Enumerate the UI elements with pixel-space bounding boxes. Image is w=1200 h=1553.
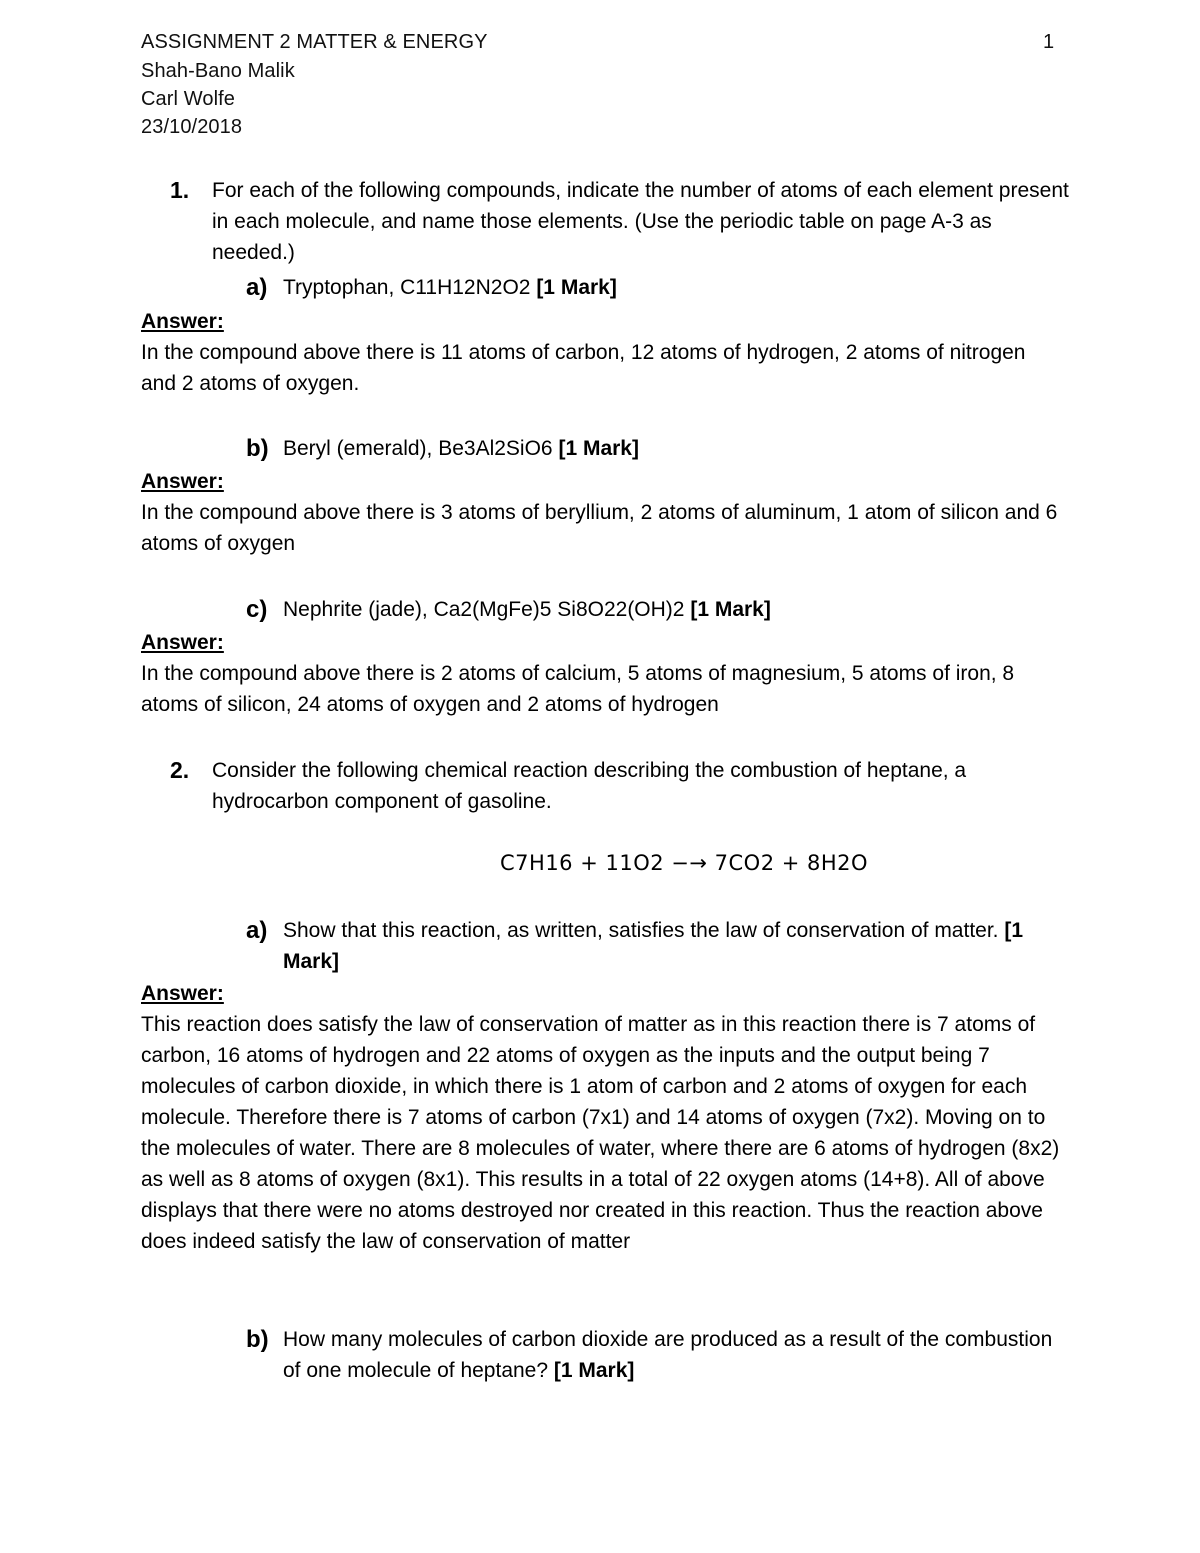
answer-1b-label: Answer: bbox=[141, 470, 224, 493]
answer-2a-text: This reaction does satisfy the law of conservation of matter as in this reaction there is 7 atoms of carbon, 16 atoms of hydrogen and 22 atoms of oxygen as the inputs and the output being 7 molecules of carbon dioxide, in which there is 1 atom of carbon and 2 atoms of oxygen for each molecule. Therefore there is 7 atoms of carbon (7x1) and 14 atoms of oxygen (7x2). Moving on to the molecules of water. There are 8 molecules of water, where there are 6 atoms of hydrogen (8x2) as well as 8 atoms of oxygen (8x1). This results in a total of 22 oxygen atoms (14+8). All of above displays that there were no atoms destroyed nor created in this reaction. Thus the reaction above does indeed satisfy the law of conservation of matter bbox=[141, 1013, 1060, 1253]
answer-2a-label: Answer: bbox=[141, 982, 224, 1005]
chemical-equation: C7H16 + 11O2 −→ 7CO2 + 8H2O bbox=[500, 851, 869, 875]
answer-1a-text: In the compound above there is 11 atoms of carbon, 12 atoms of hydrogen, 2 atoms of nitrogen and 2 atoms of oxygen. bbox=[141, 341, 1026, 395]
question-2b-letter: b) bbox=[246, 1326, 269, 1353]
question-1a-letter: a) bbox=[246, 274, 268, 301]
question-1c-letter: c) bbox=[246, 596, 268, 623]
question-2a-text: Show that this reaction, as written, satisfies the law of conservation of matter. bbox=[283, 919, 1005, 942]
question-1c-marks: [1 Mark] bbox=[690, 598, 771, 621]
page-number: 1 bbox=[1043, 31, 1055, 53]
question-1b-marks: [1 Mark] bbox=[558, 437, 639, 460]
question-1a-marks: [1 Mark] bbox=[536, 276, 617, 299]
question-1c bbox=[246, 594, 1066, 625]
answer-1b-text: In the compound above there is 3 atoms of beryllium, 2 atoms of aluminum, 1 atom of silicon and 6 atoms of oxygen bbox=[141, 501, 1058, 555]
document-title: ASSIGNMENT 2 MATTER & ENERGY bbox=[141, 31, 488, 53]
author-name: Shah-Bano Malik bbox=[141, 60, 295, 82]
question-1a-text: Tryptophan, C11H12N2O2 bbox=[283, 276, 537, 299]
answer-1c-text: In the compound above there is 2 atoms of calcium, 5 atoms of magnesium, 5 atoms of iron, 8 atoms of silicon, 24 atoms of oxygen and 2 atoms of hydrogen bbox=[141, 662, 1015, 716]
question-2b bbox=[246, 1324, 1066, 1386]
question-1c-text: Nephrite (jade), Ca2(MgFe)5 Si8O22(OH)2 bbox=[283, 598, 691, 621]
question-2b-text: How many molecules of carbon dioxide are produced as a result of the combustion of one molecule of heptane? bbox=[283, 1328, 1053, 1382]
question-1 bbox=[170, 175, 1070, 268]
question-2a-letter: a) bbox=[246, 917, 268, 944]
question-1-number: 1. bbox=[170, 177, 190, 203]
question-2 bbox=[170, 755, 1070, 817]
question-2a bbox=[246, 915, 1066, 977]
question-2a-marks: [1 Mark] bbox=[283, 919, 1024, 973]
question-2-text: Consider the following chemical reaction describing the combustion of heptane, a hydrocarbon component of gasoline. bbox=[212, 759, 967, 813]
question-1-text: For each of the following compounds, indicate the number of atoms of each element present in each molecule, and name those elements. (Use the periodic table on page A-3 as needed.) bbox=[212, 179, 1069, 264]
question-1a bbox=[246, 272, 1066, 303]
question-2b-marks: [1 Mark] bbox=[553, 1359, 635, 1382]
question-1b-text: Beryl (emerald), Be3Al2SiO6 bbox=[283, 437, 559, 460]
instructor-name: Carl Wolfe bbox=[141, 88, 235, 110]
question-2-number: 2. bbox=[170, 757, 190, 783]
answer-1a-label: Answer: bbox=[141, 310, 224, 333]
answer-1c-label: Answer: bbox=[141, 631, 224, 654]
document-date: 23/10/2018 bbox=[141, 116, 243, 138]
question-1b-letter: b) bbox=[246, 435, 269, 462]
question-1b bbox=[246, 433, 1066, 464]
